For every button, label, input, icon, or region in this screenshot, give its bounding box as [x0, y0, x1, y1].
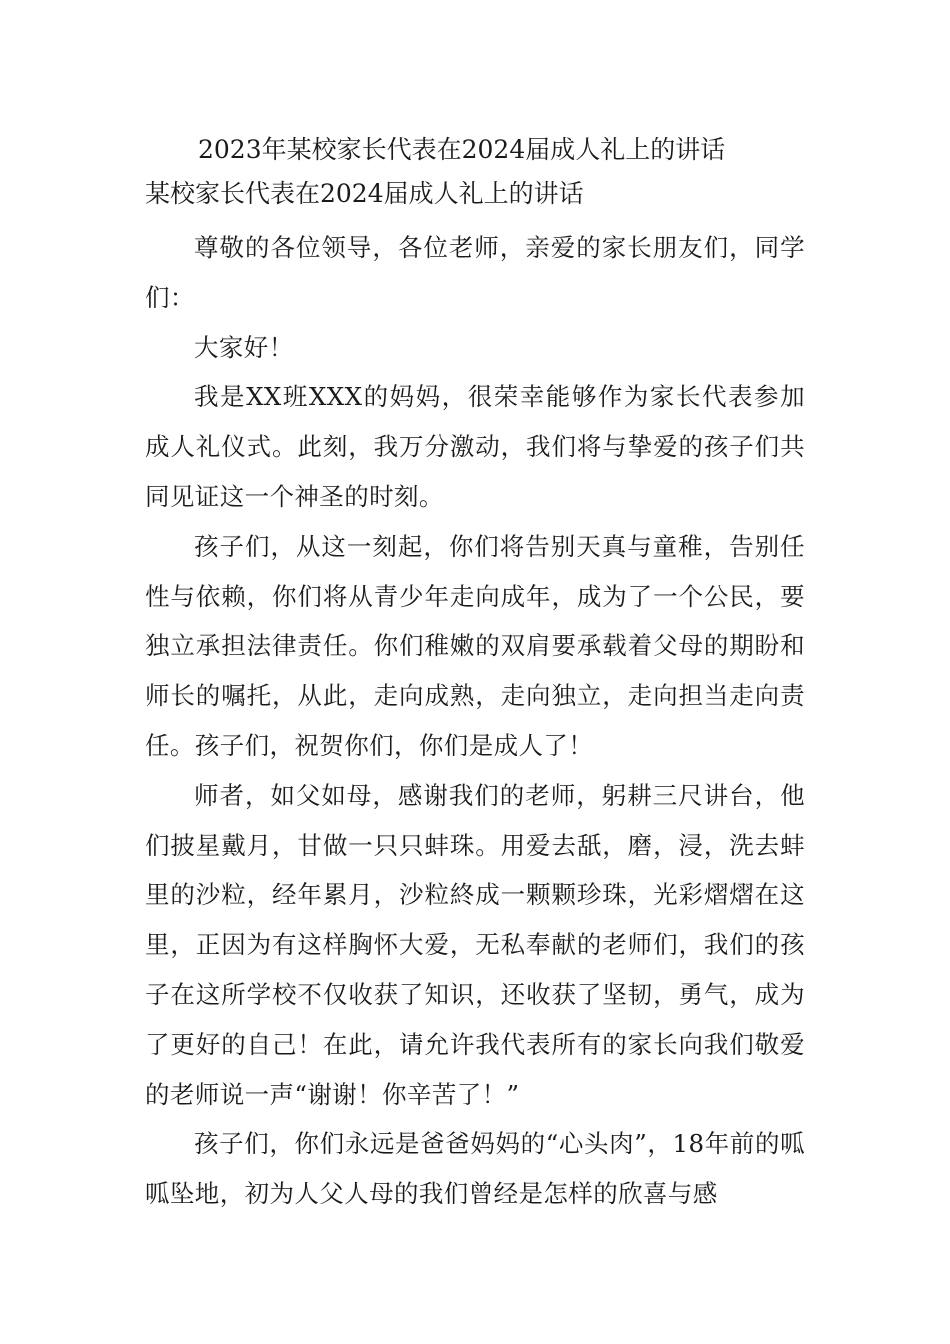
paragraph-to-children: 孩子们，从这一刻起，你们将告别天真与童稚，告别任性与依赖，你们将从青少年走向成年，成为了一个公民，要独立承担法律责任。你们稚嫩的双肩要承载着父母的期盼和师长的嘱托，从此，走向成熟，走向独立，走向担当走向责任。孩子们，祝贺你们，你们是成人了！: [145, 531, 805, 760]
document-subtitle: 某校家长代表在2024届成人礼上的讲话: [145, 179, 584, 208]
paragraph-salutation: 尊敬的各位领导，各位老师，亲爱的家长朋友们，同学们：: [145, 233, 805, 312]
paragraph-introduction: 我是XX班XXX的妈妈，很荣幸能够作为家长代表参加成人礼仪式。此刻，我万分激动，我们将与挚爱的孩子们共同见证这一个神圣的时刻。: [145, 382, 805, 511]
document-title: 2023年某校家长代表在2024届成人礼上的讲话: [198, 135, 726, 164]
paragraph-greeting: 大家好！: [194, 332, 294, 362]
paragraph-parents-love: 孩子们，你们永远是爸爸妈妈的“心头肉”，18年前的呱呱坠地，初为人父人母的我们曾经是怎样的欣喜与感: [145, 1129, 805, 1209]
paragraph-thanks-teachers: 师者，如父如母，感谢我们的老师，躬耕三尺讲台，他们披星戴月，甘做一只只蚌珠。用爱去舐，磨，浸，洗去蚌里的沙粒，经年累月，沙粒終成一颗颗珍珠，光彩熠熠在这里，正因为有这样胸怀大爱，无私奉献的老师们，我们的孩子在这所学校不仅收获了知识，还收获了坚韧，勇气，成为了更好的自己！在此，请允许我代表所有的家长向我们敬爱的老师说一声“谢谢！你辛苦了！”: [145, 780, 805, 1109]
document-page: [145, 128, 805, 1219]
